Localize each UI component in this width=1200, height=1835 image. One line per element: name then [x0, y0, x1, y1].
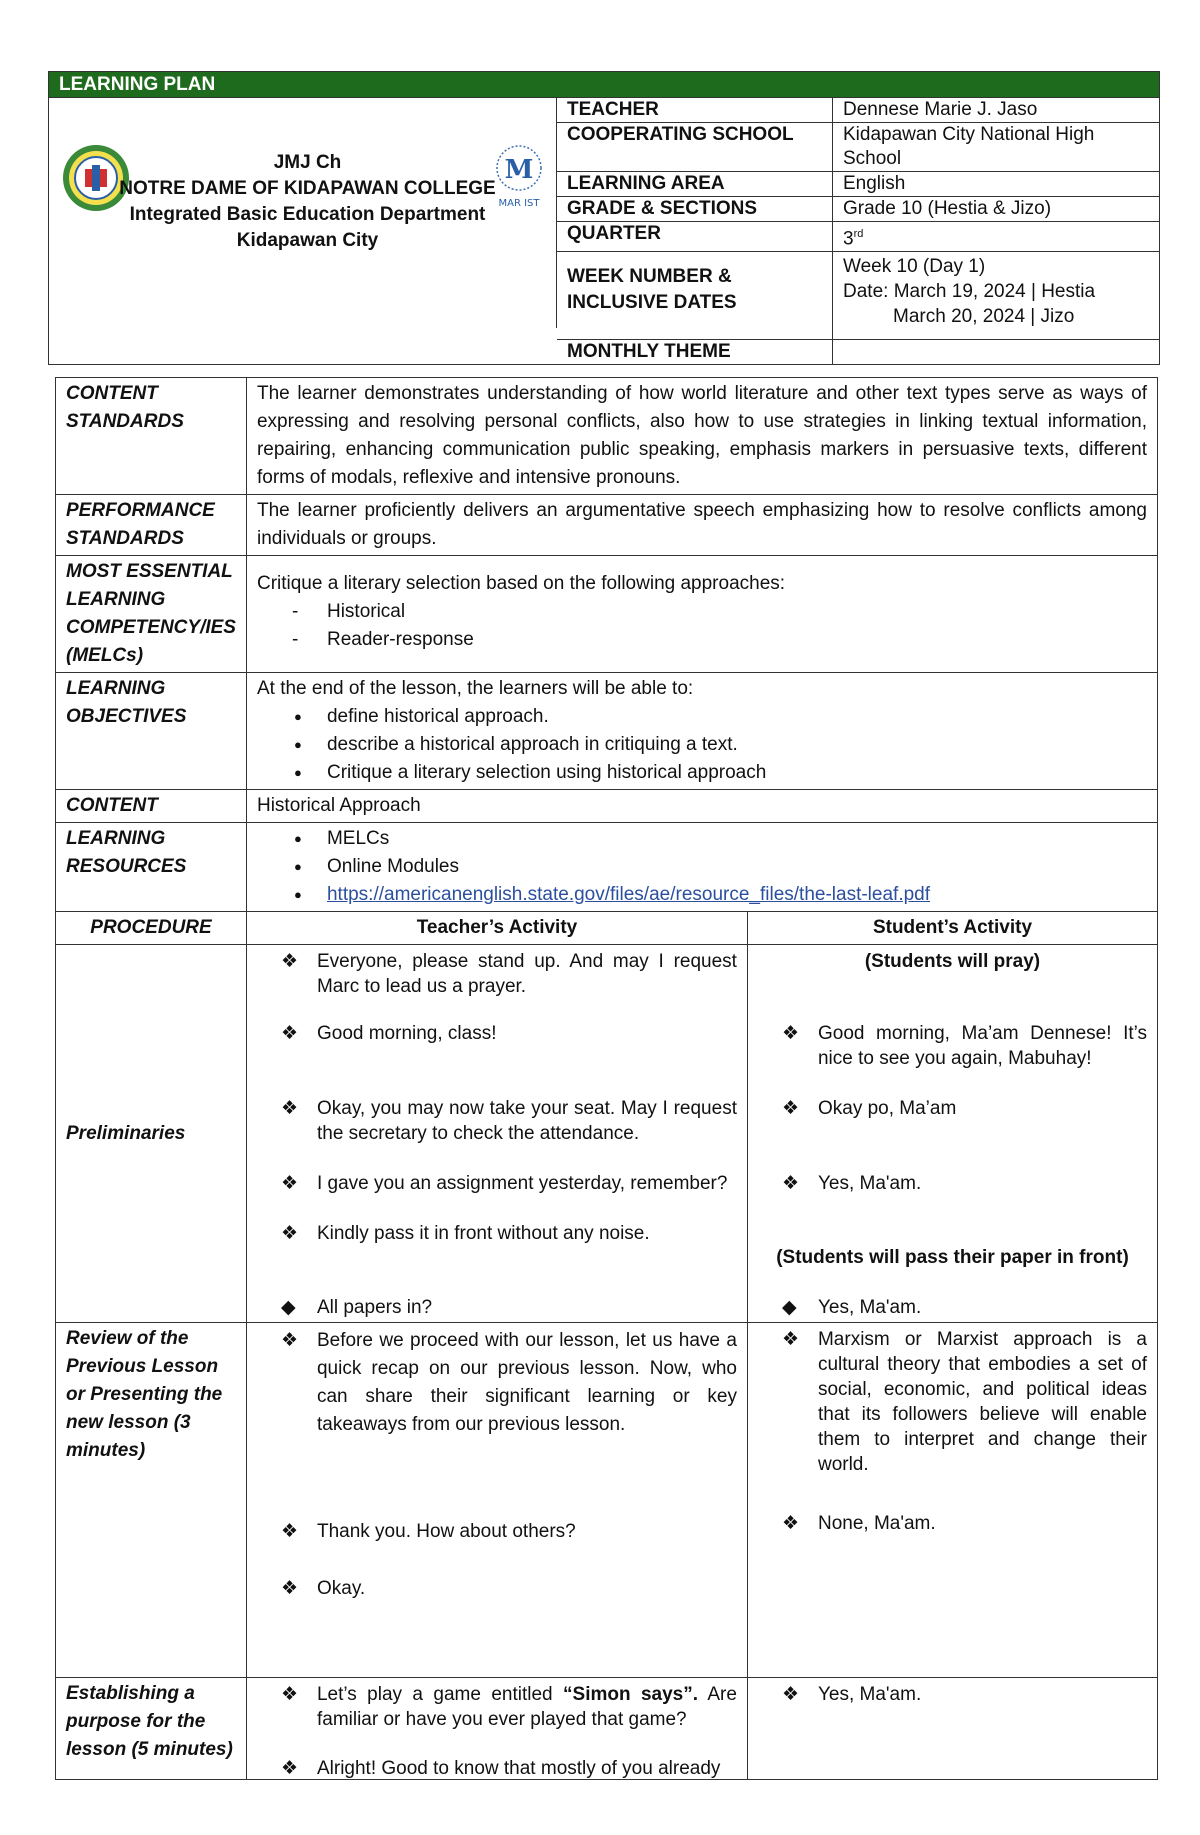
student-line: ❖ Good morning, Ma’am Dennese! It’s nice to see you again, Mabuhay!	[781, 1023, 1147, 1069]
content-standards-label: CONTENT STANDARDS	[56, 378, 247, 495]
theme-label: MONTHLY THEME	[557, 340, 833, 365]
student-line: ❖ Yes, Ma'am.	[781, 1684, 922, 1705]
quarter-label: QUARTER	[557, 222, 833, 252]
content-standards-text: The learner demonstrates understanding of how world literature and other text types serve as ways of expressing and resolving personal conflicts, also how to use strategies in linking textual information, repairing, enhancing communication public speaking, emphasis markers in persuasive texts, different forms of modals, reflexive and intensive pronouns.	[246, 378, 1157, 495]
week-label: WEEK NUMBER & INCLUSIVE DATES	[557, 252, 833, 340]
school-city: Kidapawan City	[236, 230, 379, 251]
teacher-line: ❖ Good morning, class!	[280, 1023, 497, 1044]
learning-plan-title: LEARNING PLAN	[49, 72, 1159, 97]
quarter-value: 3rd	[833, 222, 1160, 252]
diamond-bullet-icon: ◆	[781, 1297, 797, 1318]
objective-item: ● define historical approach.	[327, 703, 1147, 731]
teacher-value: Dennese Marie J. Jaso	[833, 98, 1160, 123]
student-line: ❖ Okay po, Ma’am	[781, 1098, 957, 1119]
performance-standards-text: The learner proficiently delivers an argumentative speech emphasizing how to resolve conflicts among individuals or groups.	[246, 495, 1157, 556]
content-text: Historical Approach	[246, 790, 1157, 823]
svg-text:M: M	[504, 155, 534, 185]
review-teacher	[246, 1323, 747, 1678]
objectives-label: LEARNING OBJECTIVES	[56, 673, 247, 790]
grade-label: GRADE & SECTIONS	[557, 197, 833, 222]
date-hestia: Date: March 19, 2024 | Hestia	[843, 281, 1096, 303]
preliminaries-student	[747, 945, 1157, 1323]
purpose-label: Establishing a purpose for the lesson (5 minutes)	[56, 1678, 247, 1780]
date-jizo: March 20, 2024 | Jizo	[893, 306, 1075, 328]
teacher-line: ❖ Before we proceed with our lesson, let us have a quick recap on our previous lesson. Now, who can share their significant learning or key takeaways from our previous lesson.	[317, 1327, 737, 1439]
resource-item: ● Online Modules	[327, 853, 1147, 881]
teacher-line: ❖ Alright! Good to know that mostly of you already	[280, 1758, 721, 1779]
school-block	[49, 98, 557, 328]
resources-label: LEARNING RESOURCES	[56, 823, 247, 912]
student-note: (Students will pass their paper in front)	[776, 1247, 1129, 1268]
week-value	[833, 252, 1160, 340]
bullet-icon: ❖	[781, 1684, 800, 1705]
performance-standards-label: PERFORMANCE STANDARDS	[56, 495, 247, 556]
school-line-1: JMJ Ch	[273, 152, 342, 173]
bullet-icon: ❖	[280, 1758, 299, 1779]
preliminaries-teacher	[246, 945, 747, 1323]
resource-link-item	[327, 881, 1147, 909]
objectives-cell	[246, 673, 1157, 790]
bullet-icon: ❖	[781, 1023, 800, 1044]
student-line: ❖ Marxism or Marxist approach is a cultural theory that embodies a set of social, economic, and political ideas that its followers believe will enable them to interpret and change their world.	[781, 1329, 1147, 1475]
teacher-line: ❖ Let’s play a game entitled “Simon says”. Are familiar or have you ever played that game?	[280, 1684, 737, 1730]
teacher-line: ◆ All papers in?	[280, 1297, 433, 1318]
bullet-icon: ❖	[280, 1223, 299, 1244]
bullet-icon: ❖	[781, 1513, 800, 1534]
bullet-icon: ❖	[280, 1098, 299, 1119]
marist-logo	[489, 140, 549, 210]
school-label: COOPERATING SCHOOL	[557, 123, 833, 172]
area-label: LEARNING AREA	[557, 172, 833, 197]
objective-item: ● Critique a literary selection using historical approach	[327, 759, 1147, 787]
theme-value	[833, 340, 1160, 365]
teacher-label: TEACHER	[557, 98, 833, 123]
bullet-icon: ❖	[781, 1098, 800, 1119]
bullet-icon: ❖	[280, 1173, 299, 1194]
teacher-line: ❖ Okay, you may now take your seat. May I request the secretary to check the attendance.	[280, 1098, 737, 1144]
teacher-line: ❖ I gave you an assignment yesterday, remember?	[280, 1173, 728, 1194]
grade-value: Grade 10 (Hestia & Jizo)	[833, 197, 1160, 222]
bullet-icon: ❖	[280, 951, 299, 972]
week-number: Week 10 (Day 1)	[843, 256, 986, 278]
teacher-line: ❖ Kindly pass it in front without any noise.	[280, 1223, 650, 1244]
diamond-bullet-icon: ◆	[280, 1297, 296, 1318]
teacher-line: ❖ Everyone, please stand up. And may I request Marc to lead us a prayer.	[280, 951, 737, 997]
review-student	[747, 1323, 1157, 1678]
student-activity-header: Student’s Activity	[747, 912, 1157, 945]
content-label: CONTENT	[56, 790, 247, 823]
procedure-label: PROCEDURE	[56, 912, 247, 945]
bullet-icon: ❖	[280, 1521, 299, 1542]
student-line: ❖ None, Ma'am.	[781, 1513, 936, 1534]
teacher-line: ❖ Okay.	[280, 1578, 366, 1599]
melc-label: MOST ESSENTIAL LEARNING COMPETENCY/IES (MELCs)	[56, 556, 247, 673]
bullet-icon: ❖	[781, 1329, 800, 1350]
student-line: ❖ Yes, Ma'am.	[781, 1173, 922, 1194]
bullet-icon: ❖	[280, 1684, 299, 1705]
teacher-line: ❖ Thank you. How about others?	[280, 1521, 576, 1542]
melc-item: - Historical	[327, 598, 1147, 626]
bullet-icon: ❖	[280, 1023, 299, 1044]
marist-logo-text: MAR IST	[498, 198, 540, 209]
review-label: Review of the Previous Lesson or Presenting the new lesson (3 minutes)	[56, 1323, 247, 1678]
resource-item: ● MELCs	[327, 825, 1147, 853]
melc-item: - Reader-response	[327, 626, 1147, 654]
preliminaries-label: Preliminaries	[56, 945, 247, 1323]
area-value: English	[833, 172, 1160, 197]
objective-item: ● describe a historical approach in critiquing a text.	[327, 731, 1147, 759]
objectives-intro: At the end of the lesson, the learners will be able to:	[256, 678, 694, 699]
school-name: NOTRE DAME OF KIDAPAWAN COLLEGE	[119, 178, 496, 199]
melc-intro: Critique a literary selection based on the following approaches:	[256, 573, 786, 594]
teacher-activity-header: Teacher’s Activity	[246, 912, 747, 945]
student-note: (Students will pray)	[864, 951, 1041, 972]
bullet-icon: ❖	[280, 1330, 299, 1351]
school-department: Integrated Basic Education Department	[129, 204, 486, 225]
lesson-plan-table	[55, 377, 1158, 1780]
purpose-teacher	[246, 1678, 747, 1780]
resources-cell	[246, 823, 1157, 912]
bullet-icon: ❖	[781, 1173, 800, 1194]
melc-cell	[246, 556, 1157, 673]
bullet-icon: ❖	[280, 1578, 299, 1599]
plan-info-table	[557, 98, 1159, 364]
learning-plan-header	[48, 71, 1160, 365]
purpose-student	[747, 1678, 1157, 1780]
student-line: ◆ Yes, Ma'am.	[781, 1297, 922, 1318]
resource-link[interactable]: https://americanenglish.state.gov/files/ae/resource_files/the-last-leaf.pdf	[326, 884, 931, 905]
school-value: Kidapawan City National High School	[833, 123, 1160, 172]
